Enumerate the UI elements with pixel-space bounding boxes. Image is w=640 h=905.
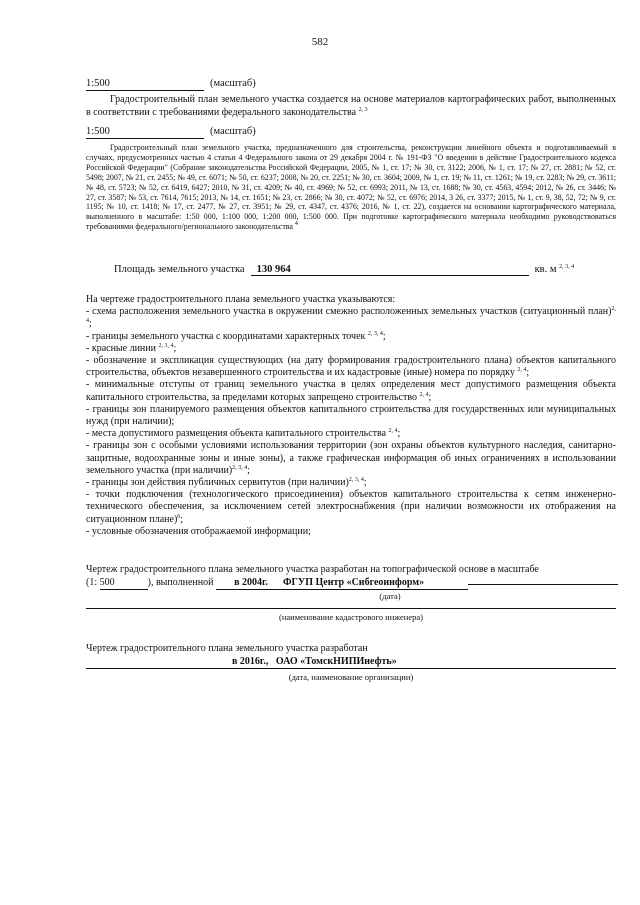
engineer-line — [86, 608, 616, 609]
scale-value: 1:500 — [86, 126, 204, 139]
scale-label: (масштаб) — [210, 126, 256, 137]
drawing-contents-list — [86, 294, 616, 538]
list-item: - схема расположения земельного участка в окружении смежно расположенных земельных участков (ситуационный план)$^{2, 4}$; — [86, 306, 616, 330]
footnote-ref: 4 — [294, 221, 298, 228]
page-number: 582 — [311, 36, 329, 48]
paragraph-cartographic-basis: Градостроительный план земельного участка создается на основе материалов картографических работ, выполненных в соответствии с требованиями федерального законодательства $^{2, 3}$ — [86, 94, 616, 118]
list-item: - условные обозначения отображаемой информации; — [86, 525, 311, 537]
scale-value: 1:500 — [86, 78, 204, 91]
drawing-caption: (дата, наименование организации) — [288, 672, 414, 682]
drawing-developer-block — [86, 642, 616, 669]
list-item: - места допустимого размещения объекта капитального строительства $^{2, 4}$; — [86, 428, 401, 440]
scale-line-1 — [86, 78, 256, 92]
list-item: - границы зон действия публичных сервитутов (при наличии)$^{2, 3, 4}$; — [86, 477, 367, 489]
topo-scale-value: 500 — [100, 576, 148, 590]
area-value: 130 964 — [251, 264, 529, 276]
paragraph-linear-object: Градостроительный план земельного участка, предназначенного для строительства, реконструкции линейного объекта и подготавливаемый в случаях, предусмотренных частью 4 статьи 4 Федерального закона от 29 декабря 2004 г. № 191-ФЗ "О введении в действие Градостроительного кодекса Российской Федерации" (Собрание законодательства Российской Федерации, 2005, № 1, ст. 17; № 30, ст. 3122; 2006, № 1, ст. 17; № 27, ст. 2881; № 52, ст. 5498; 2007, № 21, ст. 2455; № 49, ст. 6071; № 50, ст. 6237; 2008, № 20, ст. 2251; № 30, ст. 3604; 2009, № 1, ст. 19; № 11, ст. 1261; № 19, ст. 2283; № 29, ст. 3611; № 48, ст. 5723; № 52, ст. 6419, 6427; 2010, № 31, ст. 4209; № 40, ст. 4969; № 52, ст. 6993; 2011, № 13, ст. 1688; № 30, ст. 4563, 4594; 2012, № 26, ст. 3446; № 27, ст. 3587; № 53, ст. 7614, 7615; 2013, № 14, ст. 1651; № 23, ст. 2866; № 30, ст. 4072; № 52, ст. 6976; 2014, 3 26, ст. 3377; 2015, № 1, ст. 9, 38, 52, 72; № 9, ст. 1195; № 10, ст. 1418; № 17, ст. 2477, № 27, ст. 3951; № 29, ст. 4347, ст. 4376; 2016, № 1, ст. 22), создается на основании картографического материала, выполненного в масштабе: 1:50 000, 1:100 000, 1:200 000, 1:500 000. При подготовке картографического материала необходимо руководствоваться требованиями федерального/регионального законодательства $^4$ — [86, 143, 616, 232]
list-item: - границы зон планируемого размещения объектов капитального строительства для государственных или муниципальных нужд (при наличии); — [86, 403, 616, 428]
list-item: - границы зон с особыми условиями использования территории (зон охраны объектов культурного наследия, санитарно-защитные, водоохранные зоны и иные зоны), а также графическая информация об иных ограничениях в использовании земельного участка (при наличии)$^{2, 3, 4}$; — [86, 440, 616, 476]
list-item: - минимальные отступы от границ земельного участка в целях определения мест допустимого размещения объекта капитального строительства, за пределами которых запрещено строительство $^{2, 4}$; — [86, 379, 616, 403]
date-caption: (дата) — [379, 591, 401, 601]
list-item: - границы земельного участка с координатами характерных точек $^{2, 3, 4}$; — [86, 330, 386, 342]
topo-year-org: в 2004г. ФГУП Центр «Сибгеоинформ» — [216, 576, 468, 590]
drawing-line-1: Чертеж градостроительного плана земельного участка разработан — [86, 643, 368, 654]
list-item: - обозначение и экспликация существующих (на дату формирования градостроительного плана) объектов капитального строительства, объектов незавершенного строительства и их кадастровые (иные) номера по порядку $^{2, 4}$; — [86, 355, 616, 379]
topo-line-2: (1: 500 ), выполненной в 2004г. ФГУП Центр «Сибгеоинформ» — [86, 576, 616, 590]
list-item: - красные линии $^{2, 3, 4}$; — [86, 342, 177, 354]
engineer-caption: (наименование кадастрового инженера) — [279, 612, 423, 622]
footnote-ref: 2, 3, 4 — [559, 264, 575, 270]
list-intro: На чертеже градостроительного плана земельного участка указываются: — [86, 294, 396, 305]
land-area-line — [114, 264, 574, 278]
footnote-ref: 2, 3 — [358, 106, 368, 113]
topographic-basis-block — [86, 563, 616, 590]
area-label: Площадь земельного участка — [114, 264, 245, 275]
scale-label: (масштаб) — [210, 78, 256, 89]
scale-line-2 — [86, 126, 256, 140]
topo-line-1: Чертеж градостроительного плана земельного участка разработан на топографической основе в масштабе — [86, 564, 539, 575]
area-unit: кв. м — [534, 264, 557, 275]
drawing-line-2: в 2016г., ОАО «ТомскНИПИнефть» — [86, 655, 616, 669]
list-item: - точки подключения (технологического присоединения) объектов капитального строительства к сетям инженерно-технического обеспечения, за исключением сетей электроснабжения (при наличии возможности их отображения на ситуационном плане)$^6$; — [86, 489, 616, 525]
